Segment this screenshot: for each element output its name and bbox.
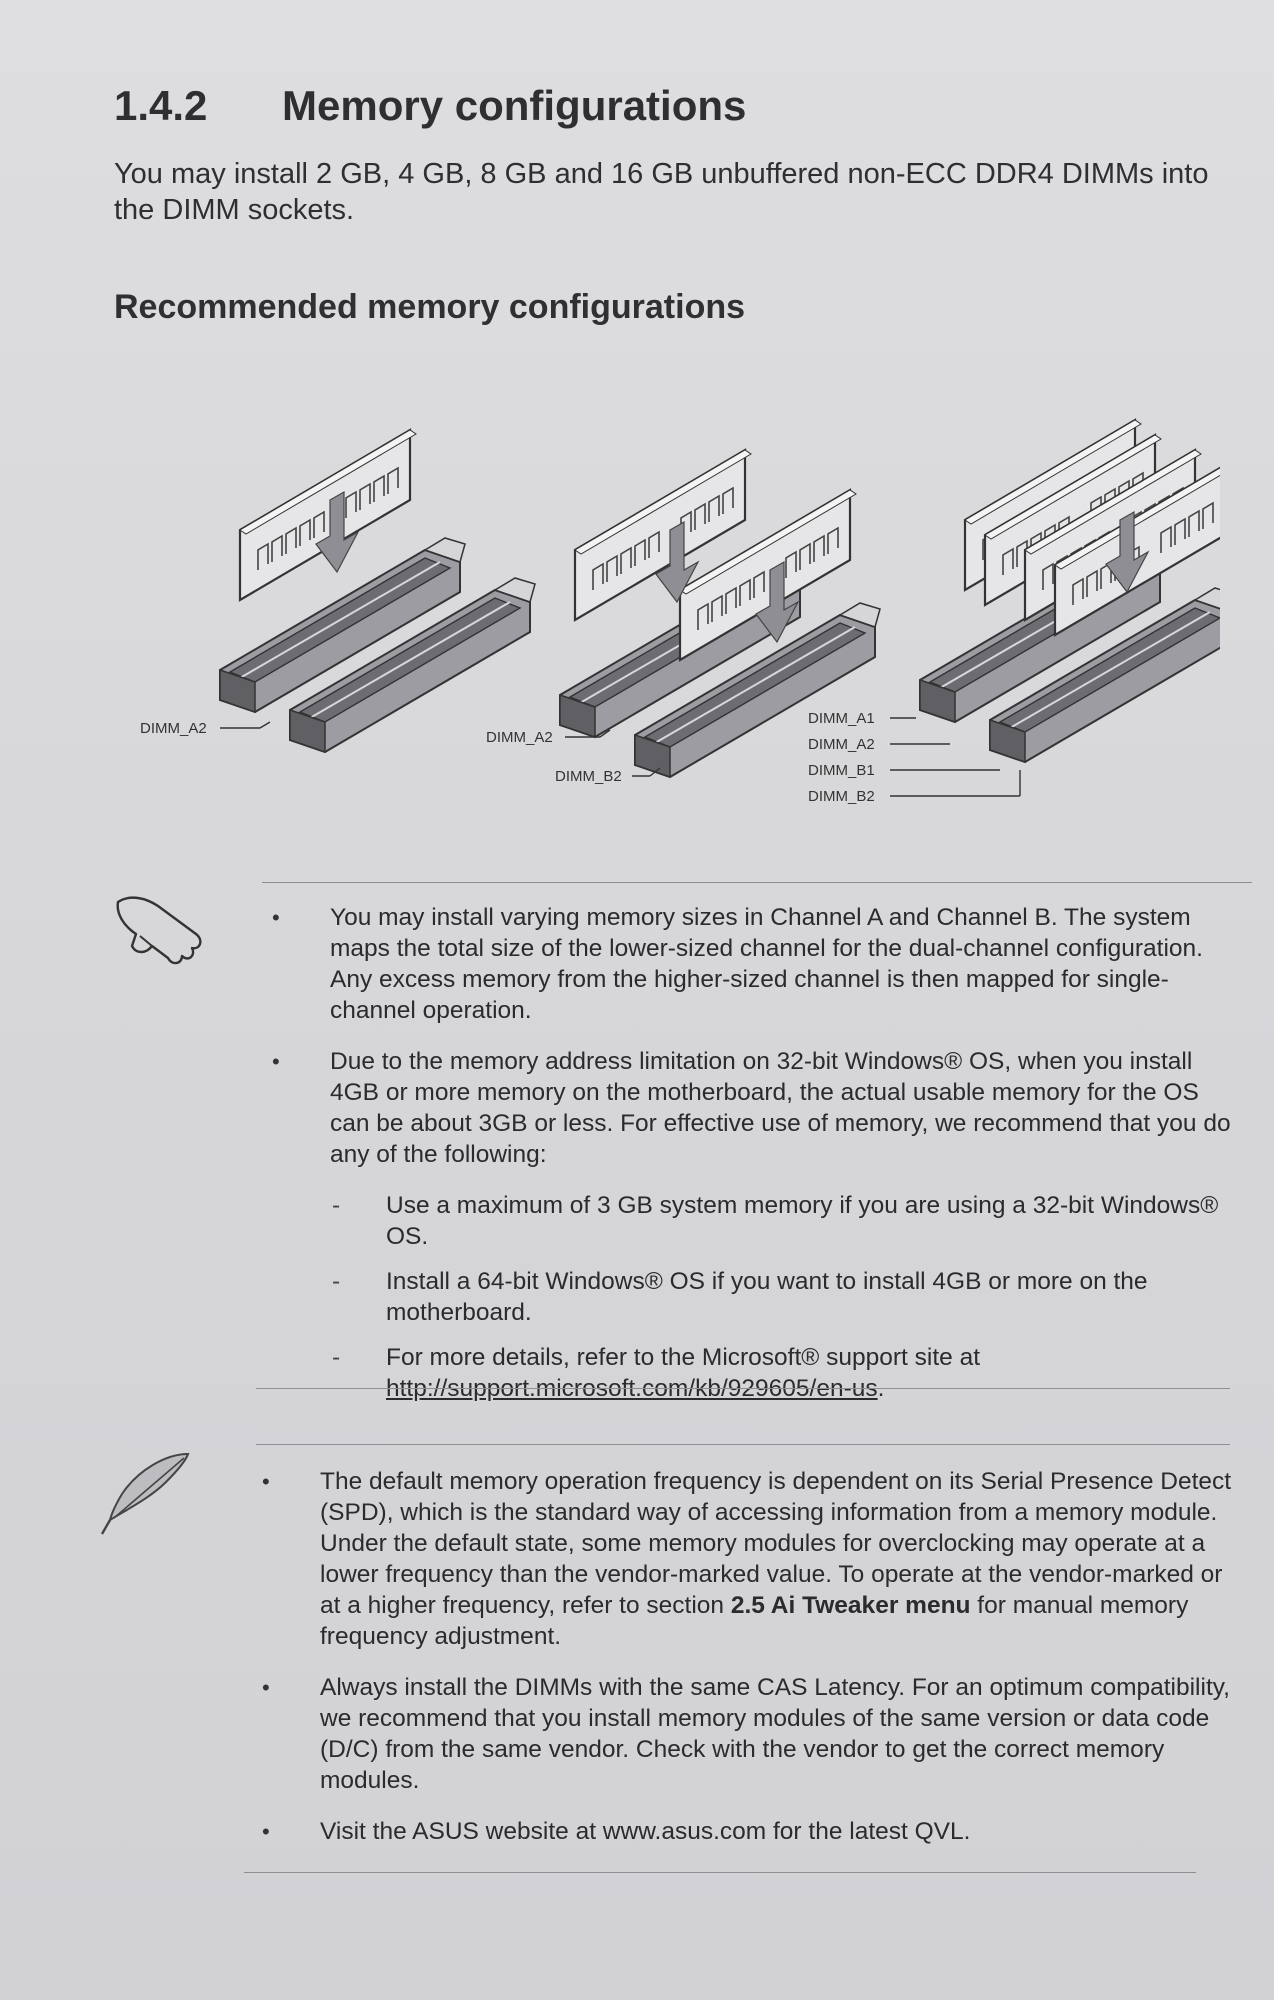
label-dimm-a1-quad: DIMM_A1 xyxy=(808,710,875,727)
label-dimm-b1-quad: DIMM_B1 xyxy=(808,762,875,779)
note-subitem-more xyxy=(268,1342,1238,1404)
tips-list xyxy=(258,1466,1238,1867)
note-item: • You may install varying memory sizes in Channel A and Channel B. The system maps the total size of the lower-sized channel for the dual-channel configuration. Any excess memory from the higher-sized channel is then mapped for single-channel operation. xyxy=(268,902,1238,1026)
label-dimm-a2-dual: DIMM_A2 xyxy=(486,729,553,746)
section-number: 1.4.2 xyxy=(114,82,208,129)
note-subitem: - Install a 64-bit Windows® OS if you want to install 4GB or more on the motherboard. xyxy=(268,1266,1238,1328)
dimm-config-diagram xyxy=(120,410,1220,830)
dual-channel-diagram xyxy=(486,450,880,785)
label-dimm-b2-dual: DIMM_B2 xyxy=(555,768,622,785)
tip1-before: The default memory operation frequency is dependent on its Serial Presence Detect (SPD), which is the standard way of accessing information from a memory module. Under the default state, some memory modules for overclocking may operate at a lower frequency than the vendor-marked value. To operate at the vendor-marked or at a higher frequency, refer to section xyxy=(320,1468,1232,1619)
section-title: Memory configurations xyxy=(282,82,747,129)
more-suffix: . xyxy=(877,1375,885,1402)
tips-top-rule xyxy=(256,1444,1230,1445)
tip-item: • Always install the DIMMs with the same CAS Latency. For an optimum compatibility, we recommend that you install memory modules of the same version or data code (D/C) from the same vendor. Check with the vendor to get the correct memory modules. xyxy=(258,1672,1238,1796)
intro-paragraph: You may install 2 GB, 4 GB, 8 GB and 16 GB unbuffered non-ECC DDR4 DIMMs into the DIMM sockets. xyxy=(114,158,1209,226)
single-channel-diagram xyxy=(140,430,535,752)
note-item: • Due to the memory address limitation on 32-bit Windows® OS, when you install 4GB or more memory on the motherboard, the actual usable memory for the OS can be about 3GB or less. For effective use of memory, we recommend that you do any of the following: xyxy=(268,1046,1238,1170)
note-subitem: - Use a maximum of 3 GB system memory if you are using a 32-bit Windows® OS. xyxy=(268,1190,1238,1252)
recommended-heading: Recommended memory configurations xyxy=(114,288,746,326)
notes-list xyxy=(268,902,1238,1418)
feather-pen-icon xyxy=(96,1448,196,1538)
hand-icon xyxy=(112,890,212,970)
more-prefix: For more details, refer to the Microsoft® support site at xyxy=(386,1344,981,1371)
label-dimm-b2-quad: DIMM_B2 xyxy=(808,788,875,805)
tip1-section-ref: 2.5 Ai Tweaker menu xyxy=(730,1592,971,1619)
microsoft-support-link[interactable]: http://support.microsoft.com/kb/929605/en-us xyxy=(386,1375,878,1402)
label-dimm-a2-quad: DIMM_A2 xyxy=(808,736,875,753)
notes-bottom-rule xyxy=(256,1388,1230,1389)
tip-item xyxy=(258,1466,1238,1652)
tips-bottom-rule xyxy=(244,1872,1196,1873)
section-heading xyxy=(114,82,746,130)
tip-item: • Visit the ASUS website at www.asus.com for the latest QVL. xyxy=(258,1816,1238,1847)
notes-top-rule xyxy=(262,882,1252,883)
tip1-after: for manual memory frequency adjustment. xyxy=(320,1592,1189,1650)
label-dimm-a2-single: DIMM_A2 xyxy=(140,720,207,737)
